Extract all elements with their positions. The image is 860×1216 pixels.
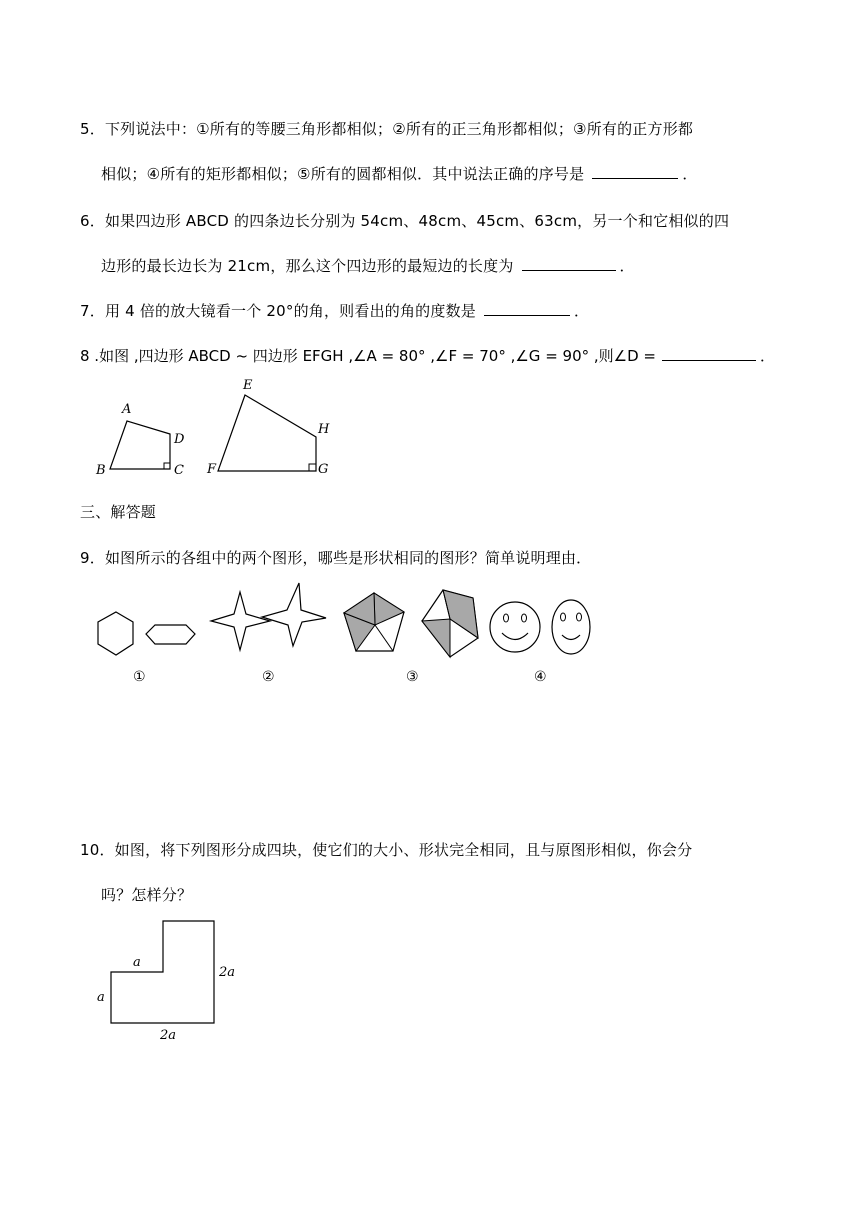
q9-line1: 9．如图所示的各组中的两个图形，哪些是形状相同的图形？简单说明理由． [80,549,592,567]
group-label-3: ③ [406,669,419,685]
label-e: E [243,378,253,393]
label-right-2a: 2a [219,965,236,980]
label-h: H [318,422,330,437]
q7-text: 7．用 4 倍的放大镜看一个 20°的角，则看出的角的度数是 [80,302,476,320]
label-f: F [207,462,217,477]
q5-line2-text: 相似；④所有的矩形都相似；⑤所有的圆都相似．其中说法正确的序号是 [101,165,585,183]
section-heading: 三、解答题 [80,503,157,521]
q10-line2: 吗？怎样分？ [101,886,193,904]
label-a: A [122,402,132,417]
label-top-a: a [133,955,141,970]
label-left-a: a [97,990,105,1005]
q7-end: ． [573,302,590,320]
label-g: G [318,462,329,477]
q10-line1: 10．如图，将下列图形分成四块，使它们的大小、形状完全相同，且与原图形相似，你会分 [80,841,693,859]
q5-line1: 5．下列说法中：①所有的等腰三角形都相似；②所有的正三角形都相似；③所有的正方形都 [80,120,694,138]
q5-end: ． [682,165,698,183]
q8-end: ． [760,347,776,365]
l-shape [111,921,214,1023]
label-b: B [96,463,106,478]
label-d: D [174,432,185,447]
q8-text: 8 .如图 ,四边形 ABCD ~ 四边形 EFGH ,∠A = 80° ,∠F = 70° ,∠G = 90° ,则∠D = [80,347,656,365]
q6-line2-text: 边形的最长边长为 21cm，那么这个四边形的最短边的长度为 [101,257,514,275]
group-label-1: ① [133,669,146,685]
q6-line1: 6．如果四边形 ABCD 的四条边长分别为 54cm、48cm、45cm、63cm，另一个和它相似的四 [80,212,730,230]
q6-end: ． [619,257,635,275]
group-label-4: ④ [534,669,547,685]
group-label-2: ② [262,669,275,685]
label-c: C [174,463,184,478]
label-bottom-2a: 2a [160,1028,177,1043]
